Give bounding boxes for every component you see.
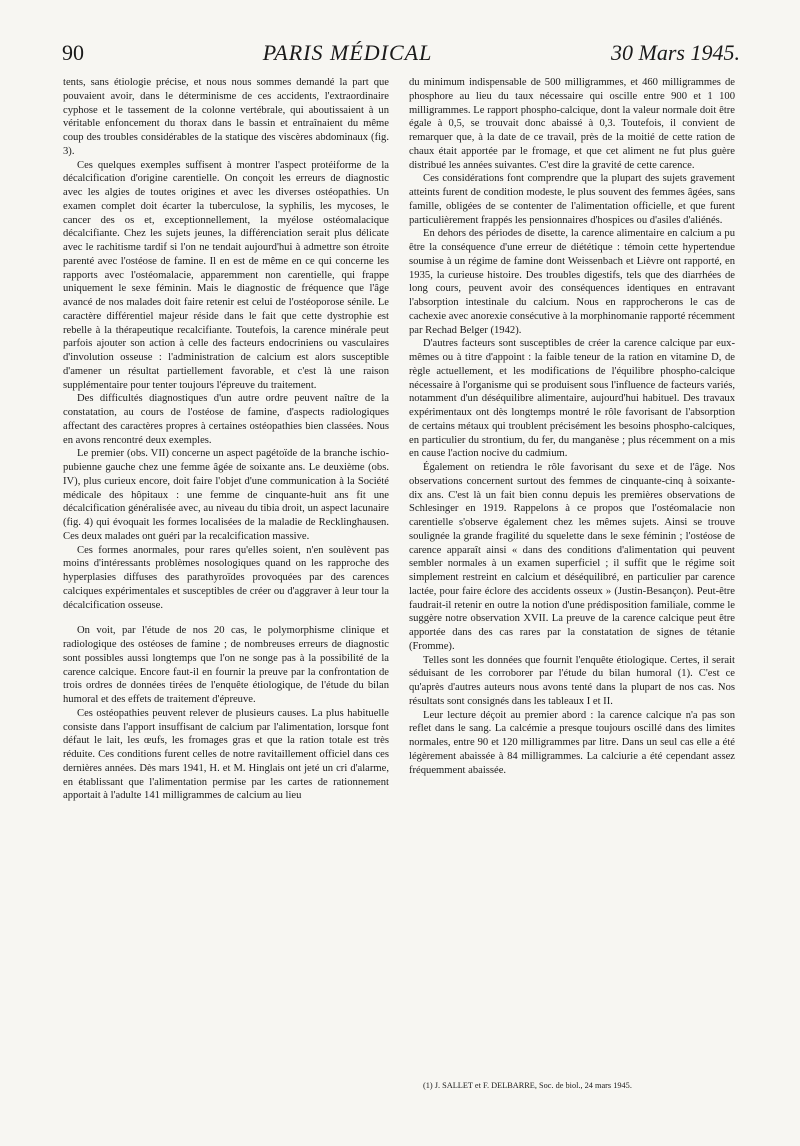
paragraph: Le premier (obs. VII) concerne un aspect pagétoïde de la branche ischio-pubienne gauche chez une femme âgée de soixante ans. Le deuxième (obs. IV), plus curieux encore, doit faire l'objet d'une communication à la Société médicale des hôpitaux : une femme de cinquante-huit ans fit une décalcification généralisée avec, au niveau du tibia droit, un aspect lacunaire (fig. 4) qui évoquait les formes localisées de la maladie de Recklinghausen. Ces deux malades ont guéri par la recalcification massive. (63, 448, 389, 542)
page-header (62, 40, 740, 72)
paragraph: On voit, par l'étude de nos 20 cas, le polymorphisme clinique et radiologique des ostéoses de famine ; de nombreuses erreurs de diagnostic sont possibles aussi longtemps que l'on ne songe pas à la possibilité de la carence calcique. Encore faut-il en fournir la preuve par la confrontation de trois ordres de données tirées de l'enquête étiologique, de l'étude du bilan humoral et des effets de traitement d'épreuve. (63, 625, 389, 705)
paragraph: Leur lecture déçoit au premier abord : la carence calcique n'a pas son reflet dans le sang. La calcémie a presque toujours oscillé dans des limites normales, entre 90 et 120 milligrammes par litre. Dans un seul cas elle a été légèrement abaissée à 84 milligrammes. La calciurie a été cependant assez fréquemment abaissée. (409, 709, 735, 776)
footnote: (1) J. SALLET et F. DELBARRE, Soc. de biol., 24 mars 1945. (423, 1081, 632, 1090)
paragraph: Ces considérations font comprendre que la plupart des sujets gravement atteints furent de condition modeste, le plus souvent des femmes âgées, sans famille, obligées de se contenter de l'alimentation officielle, et que furent particulièrement frappés les pensionnaires d'hospices ou d'asiles d'aliénés. (409, 173, 735, 226)
paragraph: Ces quelques exemples suffisent à montrer l'aspect protéiforme de la décalcification d'origine carentielle. On conçoit les erreurs de diagnostic avec les algies de toutes origines et avec les diverses ostéopathies. Un examen complet doit écarter la tuberculose, la syphilis, les mycoses, le cancer des os et, exceptionnellement, la myélose ostéomalacique décalcifiante. Chez les sujets jeunes, la différenciation serait plus délicate avec le rachitisme tardif si l'on ne tendait aujourd'hui à admettre son étroite parenté avec l'ostéose de famine. Il en est de même en ce qui concerne les rapports avec l'ostéomalacie, apparemment non carentielle, qui frappe uniquement le sexe féminin. Mais le diagnostic de fréquence que l'âge avancé de nos malades doit faire retenir est celui de l'ostéoporose sénile. Le caractère différentiel majeur réside dans le fait que cette dystrophie est rebelle à la thérapeutique recalcifiante. Toutefois, la carence minérale peut parfois ajouter son action à celle des facteurs endocriniens ou vasculaires d'involution osseuse : l'administration de calcium est alors susceptible d'amener un résultat partiellement favorable, et c'est là une raison supplémentaire pour tenter toujours l'épreuve du traitement. (63, 159, 389, 391)
paragraph: tents, sans étiologie précise, et nous nous sommes demandé la part que pouvaient avoir, dans le déterminisme de ces accidents, l'extraordinaire cyphose et le tassement de la colonne vertébrale, qui aboutissaient à un véritable enfoncement du thorax dans le bassin et entraînaient du même coup des troubles considérables de la statique des viscères abdominaux (fig. 3). (63, 77, 389, 157)
journal-title: PARIS MÉDICAL (262, 40, 433, 65)
paragraph: Également on retiendra le rôle favorisant du sexe et de l'âge. Nos observations concernent surtout des femmes de cinquante-cinq à soixante-dix ans. C'est là un fait bien connu depuis les premières observations de Schlesinger en 1919. Rappelons à ce propos que l'ostéomalacie non carentielle s'observe également chez les mêmes sujets. Ainsi se trouve soulignée la grande fragilité du squelette dans le sexe féminin ; l'ostéose de carence apparaît ainsi « dans des conditions d'alimentation qui peuvent sembler normales à un examen superficiel ; il suffit que le régime soit simplement restreint en calcium et déséquilibré, en particulier par carence lactée, pour faire éclore des accidents osseux » (Justin-Besançon). Peut-être faudrait-il retenir en outre la notion d'une prédisposition familiale, comme le suggère notre observation XVII. La preuve de la carence calcique peut être apportée dans des cas rares par la constatation de signes de tétanie (Fromme). (409, 462, 735, 652)
left-column (63, 76, 389, 803)
paragraph: du minimum indispensable de 500 milligrammes, et 460 milligrammes de phosphore au lieu du taux nécessaire qui oscille entre 900 et 1 100 milligrammes. Le rapport phospho-calcique, dont la valeur normale doit être égale à 0,5, se trouvait donc abaissé à 0,3. Toutefois, il convient de remarquer que, à la date de ce travail, près de la moitié de cette ration de chaux était apportée par le fromage, et que cet aliment ne fut plus guère distribué les années suivantes. C'est dire la gravité de cette carence. (409, 77, 735, 171)
paragraph: En dehors des périodes de disette, la carence alimentaire en calcium a pu être la conséquence d'une erreur de diététique : témoin cette hypertendue soumise à un régime de famine dont Weissenbach et Lièvre ont rapporté, en 1935, la curieuse histoire. Des troubles digestifs, tels que des diarrhées de long cours, peuvent avoir des conséquences identiques en entravant l'absorption intestinale du calcium. Nous en rapprocherons le cas de cachexie avec anorexie consécutive à la morphinomanie rapporté récemment par Rechad Belger (1942). (409, 228, 735, 336)
paragraph: Ces formes anormales, pour rares qu'elles soient, n'en soulèvent pas moins d'intéressants problèmes nosologiques quand on les rapproche des hyperplasies diffuses des parathyroïdes provoquées par des carences calciques expérimentales et susceptibles de créer ou d'aggraver à leur tour la décalcification osseuse. (63, 544, 389, 611)
paragraph: Ces ostéopathies peuvent relever de plusieurs causes. La plus habituelle consiste dans l'apport insuffisant de calcium par l'alimentation, lorsque font défaut le lait, les œufs, les fromages gras et que la ration totale est très réduite. Ces conditions furent celles de notre ravitaillement officiel dans ces dernières années. Dès mars 1941, H. et M. Hinglais ont jeté un cri d'alarme, en établissant que l'alimentation permise par les cartes de rationnement apportait à l'adulte 141 milligrammes de calcium au lieu (63, 707, 389, 802)
paragraph: D'autres facteurs sont susceptibles de créer la carence calcique par eux-mêmes ou à titre d'appoint : la faible teneur de la ration en vitamine D, de règle actuellement, et les modifications de l'équilibre phospho-calcique nécessaire à l'organisme qui se produisent sous l'influence de facteurs variés, notamment d'un déséquilibre alimentaire, aujourd'hui habituel. Des travaux expérimentaux ont dès longtemps montré le rôle favorisant de l'absorption de certains métaux qui troublent précisément les besoins phospho-calciques, en particulier du strontium, du fer, du manganèse ; plus récemment on a mis en cause l'action nocive du cadmium. (409, 338, 735, 460)
right-column (409, 76, 735, 777)
page-number: 90 (62, 40, 84, 65)
issue-date: 30 Mars 1945. (611, 40, 740, 65)
paragraph: Des difficultés diagnostiques d'un autre ordre peuvent naître de la constatation, au cours de l'ostéose de famine, d'aspects radiologiques affectant des caractères propres à certaines ostéopathies bien classées. Nous en avons rencontré deux exemples. (63, 393, 389, 446)
paragraph: Telles sont les données que fournit l'enquête étiologique. Certes, il serait séduisant de les corroborer par l'étude du bilan humoral (1). C'est ce qu'après d'autres auteurs nous avons tenté dans la plupart de nos cas. Nos résultats sont consignés dans les tableaux I et II. (409, 654, 735, 707)
